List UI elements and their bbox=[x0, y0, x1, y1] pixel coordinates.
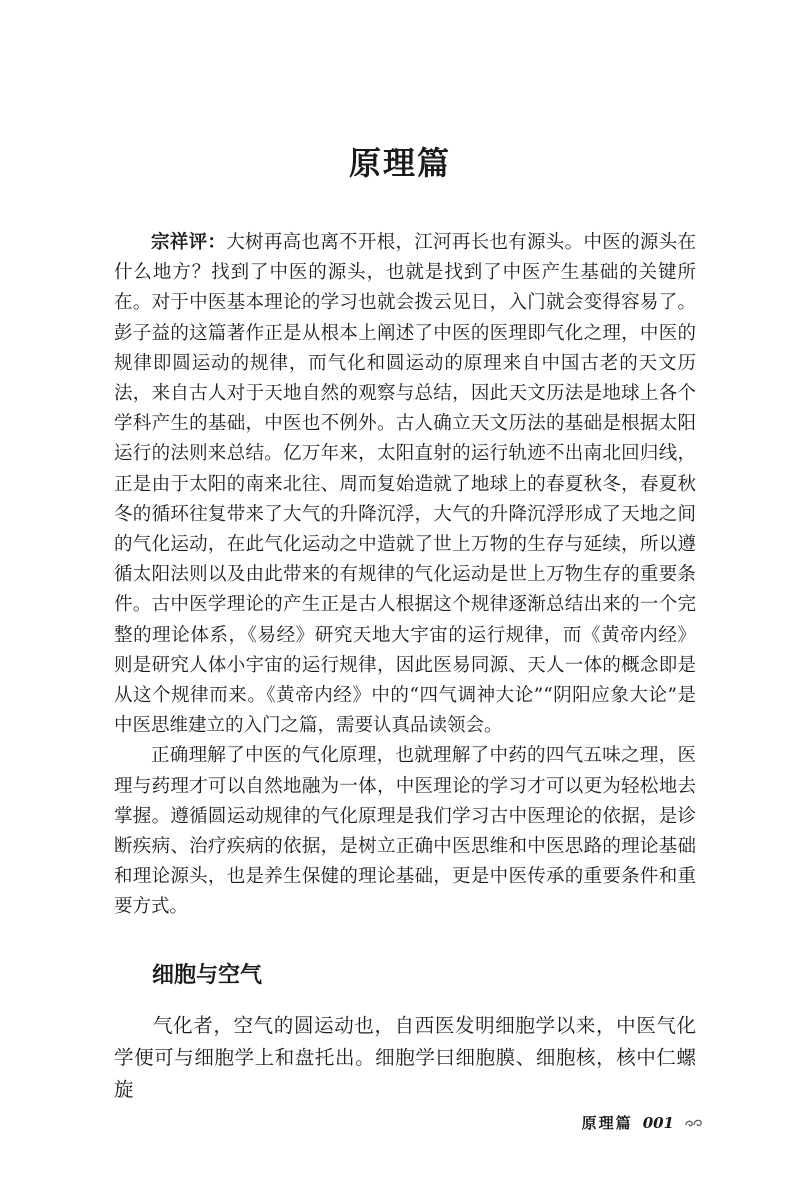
commentary-block bbox=[114, 228, 696, 923]
section-body bbox=[114, 1010, 696, 1106]
page-number: 001 bbox=[642, 1113, 674, 1132]
section-paragraph: 气化者，空气的圆运动也，自西医发明细胞学以来，中医气化学便可与细胞学上和盘托出。细胞学曰细胞膜、细胞核，核中仁螺旋 bbox=[114, 1014, 696, 1101]
page-title: 原理篇 bbox=[348, 144, 451, 182]
footer-label: 原理篇 bbox=[581, 1114, 633, 1132]
section-heading: 细胞与空气 bbox=[152, 963, 263, 988]
commentary-lead: 宗祥评： bbox=[151, 232, 227, 253]
page-footer bbox=[582, 1112, 704, 1133]
commentary-paragraph-2: 正确理解了中医的气化原理，也就理解了中药的四气五味之理，医理与药理才可以自然地融为一体，中医理论的学习才可以更为轻松地去掌握。遵循圆运动规律的气化原理是我们学习古中医理论的依据，是诊断疾病、治疗疾病的依据，是树立正确中医思维和中医思路的理论基础和理论源头，也是养生保健的理论基础，更是中医传承的重要条件和重要方式。 bbox=[114, 745, 696, 918]
commentary-paragraph-1 bbox=[114, 228, 696, 741]
commentary-paragraph-1-text: 大树再高也离不开根，江河再长也有源头。中医的源头在什么地方？找到了中医的源头，也就是找到了中医产生基础的关键所在。对于中医基本理论的学习也就会拨云见日，入门就会变得容易了。彭子益的这篇著作正是从根本上阐述了中医的医理即气化之理，中医的规律即圆运动的规律，而气化和圆运动的原理来自中国古老的天文历法，来自古人对于天地自然的观察与总结，因此天文历法是地球上各个学科产生的基础，中医也不例外。古人确立天文历法的基础是根据太阳运行的法则来总结。亿万年来，太阳直射的运行轨迹不出南北回归线，正是由于太阳的南来北往、周而复始造就了地球上的春夏秋冬，春夏秋冬的循环往复带来了大气的升降沉浮，大气的升降沉浮形成了天地之间的气化运动，在此气化运动之中造就了世上万物的生存与延续，所以遵循太阳法则以及由此带来的有规律的气化运动是世上万物生存的重要条件。古中医学理论的产生正是古人根据这个规律逐渐总结出来的一个完整的理论体系，《易经》研究天地大宇宙的运行规律，而《黄帝内经》则是研究人体小宇宙的运行规律，因此医易同源、天人一体的概念即是从这个规律而来。《黄帝内经》中的“四气调神大论”“阴阳应象大论”是中医思维建立的入门之篇，需要认真品读领会。 bbox=[114, 232, 696, 737]
cloud-ornament-icon bbox=[684, 1117, 704, 1129]
